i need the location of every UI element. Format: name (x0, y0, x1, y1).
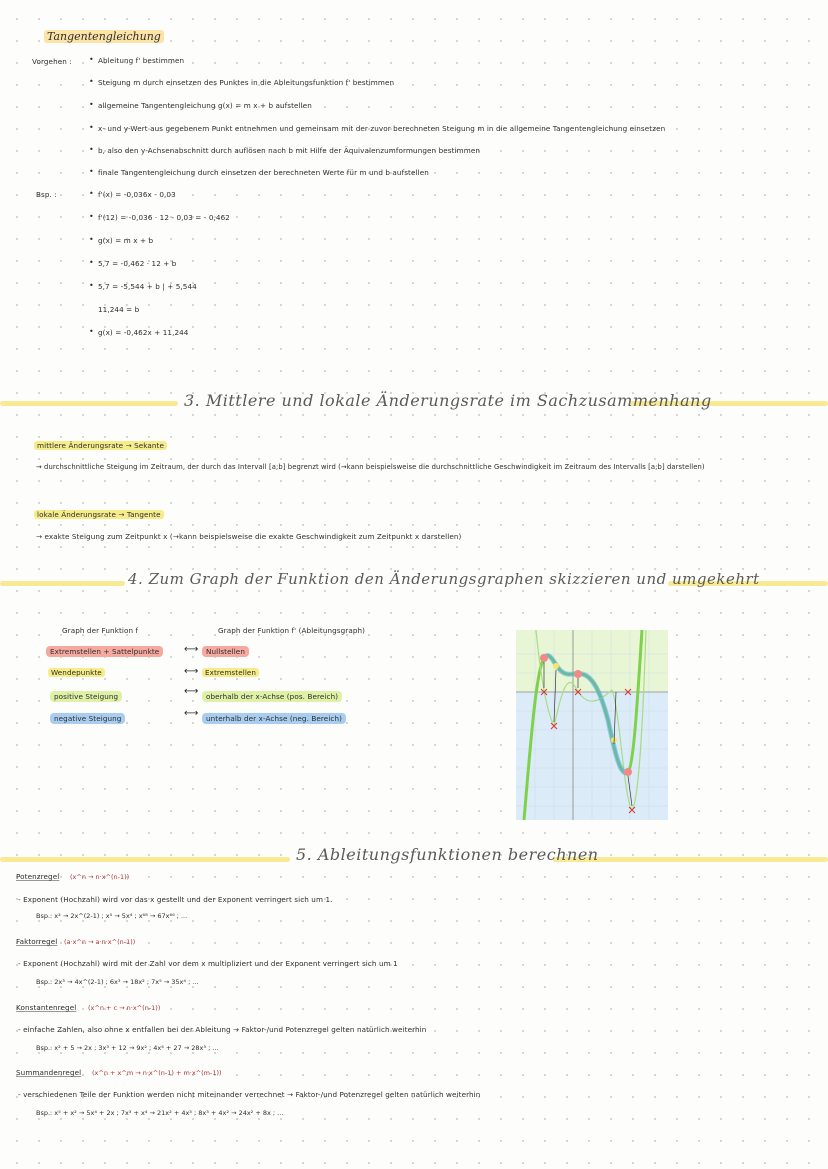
rule-formula: (x^n → n·x^(n-1)) (70, 873, 130, 881)
bsp-label: Bsp. : (36, 190, 57, 199)
step-item: • Ableitung f' bestimmen (98, 56, 184, 65)
step-item: • b, also den y-Achsenabschnitt durch auflösen nach b mit Hilfe der Äquivalenzumformungen bestimmen (98, 146, 480, 155)
rule-desc: - Exponent (Hochzahl) wird vor das x gestellt und der Exponent verringert sich um 1. (18, 895, 333, 904)
rule-example: Bsp.: 2x³ → 4x^(2-1) ; 6x³ → 18x² ; 7x⁵ → 35x⁴ ; ... (36, 978, 199, 986)
map-left: Wendepunkte (48, 668, 105, 677)
rule-example: Bsp.: x² → 2x^(2-1) ; x⁵ → 5x⁴ ; x⁶⁸ → 67x⁶⁶ ; ... (36, 912, 188, 920)
section5-title: 5. Ableitungsfunktionen berechnen (296, 845, 599, 864)
vorgehen-label: Vorgehen : (32, 57, 72, 66)
section3-stripe-left (0, 401, 178, 406)
rule-name: Konstantenregel (16, 1003, 77, 1012)
rule-formula: (a·x^n → a·n·x^(n-1)) (64, 938, 136, 946)
rule-name: Potenzregel (16, 872, 60, 881)
rule-example: Bsp.: x² + 5 → 2x ; 3x³ + 12 → 9x² ; 4x⁴ + 27 → 28x³ ; ... (36, 1044, 219, 1052)
lokale-label: lokale Änderungsrate → Tangente (34, 510, 164, 519)
example-line: • f'(12) = -0,036 · 12 - 0,03 = - 0,462 (98, 213, 230, 222)
rule-desc: - einfache Zahlen, also ohne x entfallen bei der Ableitung → Faktor-/und Potenzregel gelten natürlich weiterhin (18, 1025, 427, 1034)
lokale-text: → exakte Steigung zum Zeitpunkt x (→kann beispielsweise die exakte Geschwindigkeit zum Zeitpunkt x darstellen) (36, 532, 462, 541)
mittlere-label: mittlere Änderungsrate → Sekante (34, 441, 167, 450)
rule-desc: - Exponent (Hochzahl) wird mit der Zahl vor dem x multipliziert und der Exponent verringert sich um 1 (18, 959, 398, 968)
map-right: Extremstellen (202, 668, 259, 677)
section5-stripe-left (0, 857, 290, 862)
double-arrow-icon: ⟷ (184, 666, 199, 677)
map-left: positive Steigung (50, 691, 122, 702)
double-arrow-icon: ⟷ (184, 644, 199, 655)
graph-extremum-marker (540, 654, 548, 662)
step-item: • x- und y-Wert aus gegebenem Punkt entnehmen und gemeinsam mit der zuvor berechneten Steigung m in die allgemeine Tangentengleichung einsetzen (98, 124, 665, 133)
example-line: • 5,7 = -0,462 · 12 + b (98, 259, 176, 268)
graph-inflection-marker (553, 663, 559, 669)
rule-formula: (x^n + x^m → n·x^(n-1) + m·x^(m-1)) (92, 1069, 222, 1077)
col1-header: Graph der Funktion f (62, 626, 139, 635)
function-graph (516, 630, 668, 820)
rule-formula: (x^n + c → n·x^(n-1)) (88, 1004, 161, 1012)
example-line: 11,244 = b (98, 305, 140, 314)
example-line: • g(x) = -0,462x + 11,244 (98, 328, 188, 337)
map-left: negative Steigung (50, 713, 125, 724)
rule-example: Bsp.: x⁵ + x² → 5x⁴ + 2x ; 7x³ + x⁴ → 21x² + 4x³ ; 8x³ + 4x² → 24x² + 8x ; ... (36, 1109, 284, 1117)
step-item: • allgemeine Tangentengleichung g(x) = m x + b aufstellen (98, 101, 312, 110)
section4-stripe-left (0, 581, 125, 586)
tangente-title: Tangentengleichung (44, 30, 164, 43)
map-left: Extremstellen + Sattelpunkte (46, 646, 163, 657)
example-line: • g(x) = m x + b (98, 236, 153, 245)
step-item: • Steigung m durch einsetzen des Punktes in die Ableitungsfunktion f' bestimmen (98, 78, 394, 87)
mittlere-text: → durchschnittliche Steigung im Zeitraum, der durch das Intervall [a;b] begrenzt wird (→kann beispielsweise die durchschnittliche Geschwindigkeit im Zeitraum des Intervalls [a;b] darstellen) (36, 463, 705, 471)
col2-header: Graph der Funktion f' (Ableitungsgraph) (218, 626, 366, 635)
example-line: • 5,7 = -5,544 + b | + 5,544 (98, 282, 197, 291)
step-item: • finale Tangentengleichung durch einsetzen der berechneten Werte für m und b aufstellen (98, 168, 429, 177)
map-right: oberhalb der x-Achse (pos. Bereich) (202, 691, 342, 702)
map-right: Nullstellen (202, 646, 249, 657)
graph-extremum-marker (574, 670, 582, 678)
example-line: • f'(x) = -0,036x - 0,03 (98, 190, 176, 199)
section4-title: 4. Zum Graph der Funktion den Änderungsgraphen skizzieren und umgekehrt (128, 570, 760, 588)
rule-desc: - verschiedenen Teile der Funktion werden nicht miteinander verrechnet → Faktor-/und Potenzregel gelten natürlich weiterhin (18, 1090, 481, 1099)
section3-title: 3. Mittlere und lokale Änderungsrate im Sachzusammenhang (184, 391, 712, 410)
graph-extremum-marker (624, 768, 632, 776)
double-arrow-icon: ⟷ (184, 708, 199, 719)
rule-name: Summandenregel (16, 1068, 82, 1077)
map-right: unterhalb der x-Achse (neg. Bereich) (202, 713, 346, 724)
rule-name: Faktorregel (16, 937, 58, 946)
double-arrow-icon: ⟷ (184, 686, 199, 697)
